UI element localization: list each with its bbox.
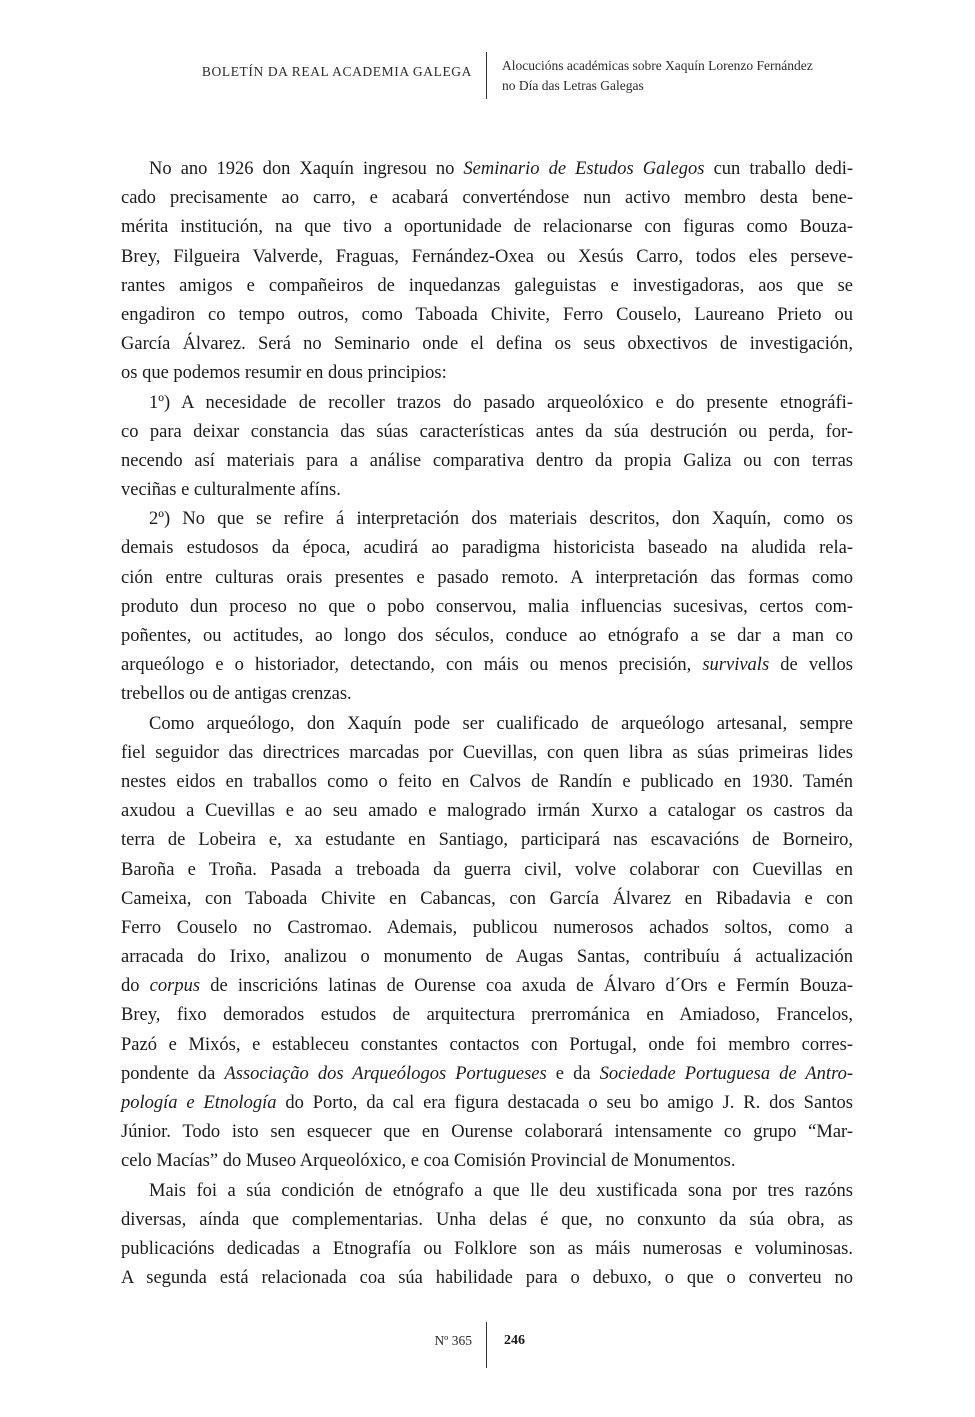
text-segment: veciñas e culturalmente afíns. bbox=[121, 480, 341, 501]
text-line bbox=[121, 1264, 853, 1293]
text-segment: Baroña e Troña. Pasada a treboada da guerra civil, volve colaborar con Cuevillas en bbox=[121, 859, 853, 880]
text-segment: de inscricións latinas de Ourense coa axuda de Álvaro d´Ors e Fermín Bouza- bbox=[200, 976, 854, 997]
text-line bbox=[121, 534, 853, 563]
text-segment: Cameixa, con Taboada Chivite en Cabancas, con García Álvarez en Ribadavia e con bbox=[121, 888, 853, 909]
text-line bbox=[121, 1060, 853, 1089]
text-segment: produto dun proceso no que o pobo conservou, malia influencias sucesivas, certos com- bbox=[121, 596, 853, 617]
italic-text: Associação dos Arqueólogos Portugueses bbox=[224, 1063, 547, 1084]
text-line bbox=[121, 826, 853, 855]
text-segment: diversas, aínda que complementarias. Unha delas é que, no conxunto da súa obra, as bbox=[121, 1209, 853, 1230]
text-segment: 2º) No que se refire á interpretación dos materiais descritos, don Xaquín, como os bbox=[149, 509, 853, 530]
text-segment: Ferro Couselo no Castromao. Ademais, publicou numerosos achados soltos, como a bbox=[121, 917, 853, 938]
text-segment: mérita institución, na que tivo a oportunidade de relacionarse con figuras como Bouza- bbox=[121, 217, 853, 238]
text-segment: pondente da bbox=[121, 1063, 225, 1084]
running-header-journal: BOLETÍN DA REAL ACADEMIA GALEGA bbox=[201, 64, 472, 79]
text-segment: de vellos bbox=[769, 655, 854, 676]
text-segment: García Álvarez. Será no Seminario onde el defina os seus obxectivos de investigación, bbox=[121, 334, 853, 355]
text-segment: engadiron co tempo outros, como Taboada Chivite, Ferro Couselo, Laureano Prieto ou bbox=[121, 304, 853, 325]
footer-divider bbox=[486, 1322, 487, 1368]
text-line bbox=[121, 505, 853, 534]
text-line bbox=[121, 1206, 853, 1235]
text-segment: No ano 1926 don Xaquín ingresou no bbox=[149, 159, 464, 179]
text-line bbox=[121, 885, 853, 914]
text-line bbox=[121, 1001, 853, 1030]
text-segment: axudou a Cuevillas e ao seu amado e malogrado irmán Xurxo a catalogar os castros da bbox=[121, 801, 853, 822]
text-segment: arracada do Irixo, analizou o monumento de Augas Santas, contribuíu á actualización bbox=[121, 947, 853, 968]
text-line bbox=[121, 768, 853, 797]
running-header-section bbox=[502, 56, 813, 96]
italic-text: pología e Etnología bbox=[121, 1093, 277, 1113]
text-segment: Brey, fixo demorados estudos de arquitectura prerrománica en Amiadoso, Francelos, bbox=[121, 1005, 853, 1026]
text-line bbox=[121, 651, 853, 680]
italic-text: Sociedade Portuguesa de Antro- bbox=[599, 1063, 853, 1084]
text-segment: necendo así materiais para a análise comparativa dentro da propia Galiza ou con terras bbox=[121, 450, 853, 471]
text-segment: Mais foi a súa condición de etnógrafo a que lle deu xustificada sona por tres razóns bbox=[149, 1180, 853, 1201]
text-line bbox=[121, 184, 853, 213]
text-segment: fiel seguidor das directrices marcadas por Cuevillas, con quen libra as súas primeiras lides bbox=[121, 742, 853, 763]
text-segment: celo Macías” do Museo Arqueolóxico, e coa Comisión Provincial de Monumentos. bbox=[121, 1151, 736, 1172]
text-line bbox=[121, 972, 853, 1001]
text-line bbox=[121, 1031, 853, 1060]
section-title-line-1: Alocucións académicas sobre Xaquín Lorenzo Fernández bbox=[502, 58, 813, 73]
text-line bbox=[121, 1147, 853, 1176]
body-text bbox=[121, 155, 853, 1293]
text-line bbox=[121, 797, 853, 826]
text-segment: Brey, Filgueira Valverde, Fraguas, Fernández-Oxea ou Xesús Carro, todos eles perseve- bbox=[121, 246, 853, 267]
text-segment: ción entre culturas orais presentes e pasado remoto. A interpretación das formas como bbox=[121, 567, 853, 588]
text-line bbox=[121, 943, 853, 972]
text-line bbox=[121, 1235, 853, 1264]
italic-text: survivals bbox=[702, 655, 770, 676]
text-segment: Júnior. Todo isto sen esquecer que en Ourense colaborará intensamente co grupo “Mar- bbox=[121, 1122, 853, 1143]
text-line bbox=[121, 389, 853, 418]
text-segment: do bbox=[121, 976, 150, 997]
text-segment: 1º) A necesidade de recoller trazos do pasado arqueolóxico e do presente etnográfi- bbox=[149, 392, 853, 413]
text-line bbox=[121, 301, 853, 330]
text-segment: arqueólogo e o historiador, detectando, con máis ou menos precisión, bbox=[121, 655, 703, 676]
italic-text: corpus bbox=[149, 976, 201, 997]
text-line bbox=[121, 359, 853, 388]
section-title-line-2: no Día das Letras Galegas bbox=[502, 78, 644, 93]
text-line bbox=[121, 680, 853, 709]
text-line bbox=[121, 739, 853, 768]
text-segment: demais estudosos da época, acudirá ao paradigma historicista baseado na aludida rela- bbox=[121, 538, 853, 559]
text-segment: poñentes, ou actitudes, ao longo dos séculos, conduce ao etnógrafo a se dar a man co bbox=[121, 626, 853, 646]
text-line bbox=[121, 1177, 853, 1206]
text-line bbox=[121, 330, 853, 359]
text-line bbox=[121, 564, 853, 593]
text-segment: trebellos ou de antigas crenzas. bbox=[121, 684, 352, 705]
text-segment: cado precisamente ao carro, e acabará converténdose nun activo membro desta bene- bbox=[121, 188, 853, 209]
text-segment: publicacións dedicadas a Etnografía ou Folklore son as máis numerosas e voluminosas. bbox=[121, 1238, 853, 1259]
text-line bbox=[121, 213, 853, 242]
text-segment: Pazó e Mixós, e estableceu constantes contactos con Portugal, onde foi membro corres- bbox=[121, 1034, 853, 1055]
text-segment: rantes amigos e compañeiros de inquedanzas galeguistas e investigadoras, aos que se bbox=[121, 275, 853, 296]
text-segment: A segunda está relacionada coa súa habilidade para o debuxo, o que o converteu no bbox=[121, 1268, 853, 1289]
text-line bbox=[121, 418, 853, 447]
text-line bbox=[121, 272, 853, 301]
text-line bbox=[121, 622, 853, 651]
text-segment: nestes eidos en traballos como o feito en Calvos de Randín e publicado en 1930. Tamén bbox=[121, 771, 853, 792]
issue-number: Nº 365 bbox=[434, 1333, 472, 1348]
text-segment: Como arqueólogo, don Xaquín pode ser cualificado de arqueólogo artesanal, sempre bbox=[149, 713, 853, 734]
text-line bbox=[121, 155, 853, 184]
italic-text: Seminario de Estudos Galegos bbox=[463, 159, 705, 179]
text-line bbox=[121, 243, 853, 272]
text-segment: do Porto, da cal era figura destacada o seu bo amigo J. R. dos Santos bbox=[276, 1093, 853, 1113]
text-segment: co para deixar constancia das súas características antes da súa destrución ou perda, for- bbox=[121, 421, 853, 442]
text-segment: os que podemos resumir en dous principios: bbox=[121, 363, 447, 384]
text-line bbox=[121, 1089, 853, 1118]
text-segment: cun traballo dedi- bbox=[704, 159, 853, 179]
text-segment: terra de Lobeira e, xa estudante en Santiago, participará nas escavacións de Borneiro, bbox=[121, 830, 853, 851]
text-line bbox=[121, 710, 853, 739]
text-line bbox=[121, 1118, 853, 1147]
header-divider bbox=[486, 52, 487, 99]
page-number: 246 bbox=[504, 1333, 525, 1348]
text-line bbox=[121, 914, 853, 943]
text-line bbox=[121, 593, 853, 622]
text-line bbox=[121, 447, 853, 476]
text-line bbox=[121, 476, 853, 505]
text-line bbox=[121, 856, 853, 885]
text-segment: e da bbox=[546, 1063, 600, 1084]
